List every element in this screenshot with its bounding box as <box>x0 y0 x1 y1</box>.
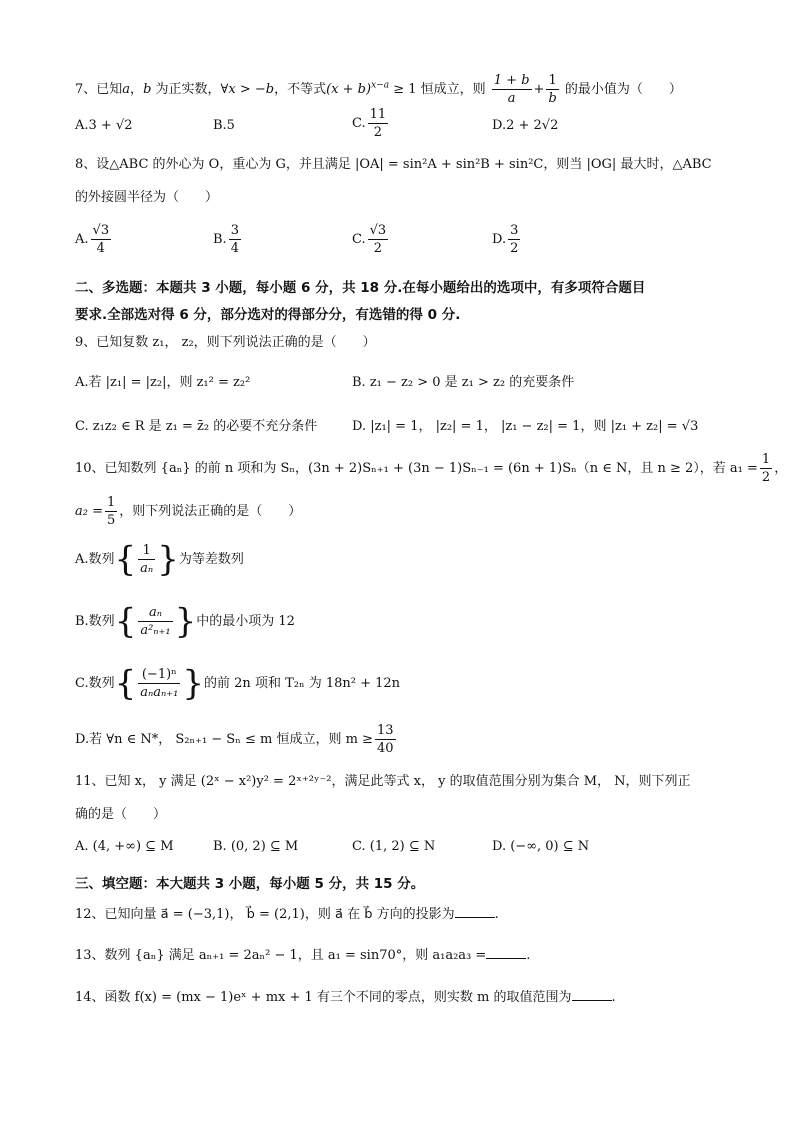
q7-option-d: D.2 + 2√2 <box>492 118 559 133</box>
q7-fraction-2: $\frac{1}{b}$ <box>548 73 557 106</box>
q9-option-c: C. z₁z₂ ∈ R 是 z₁ = z̄₂ 的必要不充分条件 <box>75 419 318 434</box>
q13-answer-blank[interactable] <box>486 946 526 959</box>
question-8-line-1: 8、设△ABC 的外心为 O，重心为 G，并且满足 |OA| = sin²A + sin²B + sin²C，则当 |OG| 最大时，△ABC <box>75 157 712 172</box>
question-11-line-1: 11、已知 x， y 满足 (2ˣ − x²)y² = 2ˣ⁺²ʸ⁻²，满足此等式 x， y 的取值范围分别为集合 M， N，则下列正 <box>75 774 691 789</box>
section-3-heading: 三、填空题：本大题共 3 小题，每小题 5 分，共 15 分。 <box>75 876 425 892</box>
q10-option-d: D.若 ∀n ∈ N*， S₂ₙ₊₁ − Sₙ ≤ m 恒成立，则 m ≥ $\frac{13}{40}$ <box>75 723 394 756</box>
q7-option-c: C. $\frac{11}{2}$ <box>352 107 387 140</box>
question-12: 12、已知向量 a⃗ = (−3,1)， b⃗ = (2,1)，则 a⃗ 在 b⃗ 方向的投影为 . <box>75 907 499 922</box>
q8-option-d: D. $\frac{3}{2}$ <box>492 223 519 256</box>
q8-option-b: B. $\frac{3}{4}$ <box>213 223 239 256</box>
q9-option-d: D. |z₁| = 1， |z₂| = 1， |z₁ − z₂| = 1，则 |z₁ + z₂| = √3 <box>352 419 699 434</box>
section-2-heading-line-1: 二、多选题：本题共 3 小题，每小题 6 分，共 18 分.在每小题给出的选项中，有多项符合题目 <box>75 280 646 296</box>
question-10-line-2: a₂ = $\frac{1}{5}$ ，则下列说法正确的是（ ） <box>75 495 302 528</box>
question-14: 14、函数 f(x) = (mx − 1)eˣ + mx + 1 有三个不同的零点，则实数 m 的取值范围为 . <box>75 990 616 1005</box>
q7-option-b: B.5 <box>213 118 235 133</box>
section-2-heading-line-2: 要求.全部选对得 6 分，部分选对的得部分分，有选错的得 0 分. <box>75 307 461 323</box>
q12-answer-blank[interactable] <box>455 905 495 918</box>
q10-option-a: A.数列{ $\frac{1}{\text{aₙ}}$ }为等差数列 <box>75 539 244 580</box>
q9-option-a: A.若 |z₁| = |z₂|，则 z₁² = z₂² <box>75 375 251 390</box>
q7-fraction-1: $\frac{1 + b}{a}$ <box>493 73 530 106</box>
q10-option-c: C.数列{ $\frac{\text{(−1)ⁿ}}{\text{aₙaₙ₊₁}}$ }的前 2n 项和 T₂ₙ 为 18n² + 12n <box>75 663 401 704</box>
q8-option-c: C. $\frac{√3}{2}$ <box>352 223 387 256</box>
question-7-stem: 7、已知a，b 为正实数，∀x > −b，不等式$(x + b)^{x-a} \ge 1$ 恒成立，则 $\frac{1 + b}{a}$ + $\frac{1}{b}$ 的最小值为（ ） <box>75 73 682 106</box>
q10-option-b: B.数列{ $\frac{\text{aₙ}}{\text{a²ₙ₊₁}}$ }中的最小项为 12 <box>75 601 295 642</box>
question-11-line-2: 确的是（ ） <box>75 807 167 822</box>
q11-option-a: A. (4, +∞) ⊆ M <box>75 839 174 854</box>
question-9-stem: 9、已知复数 z₁， z₂，则下列说法正确的是（ ） <box>75 335 376 350</box>
q11-option-b: B. (0, 2) ⊆ M <box>213 839 299 854</box>
question-10-line-1: 10、已知数列 {aₙ} 的前 n 项和为 Sₙ，(3n + 2)Sₙ₊₁ + (3n − 1)Sₙ₋₁ = (6n + 1)Sₙ（n ∈ N，且 n ≥ 2），若 a₁ = $\frac{1}{2}$ ， <box>75 452 788 485</box>
q11-option-d: D. (−∞, 0) ⊆ N <box>492 839 590 854</box>
q7-option-a: A.3 + √2 <box>75 118 133 133</box>
question-8-line-2: 的外接圆半径为（ ） <box>75 190 219 205</box>
q11-option-c: C. (1, 2) ⊆ N <box>352 839 436 854</box>
q14-answer-blank[interactable] <box>572 988 612 1001</box>
q9-option-b: B. z₁ − z₂ > 0 是 z₁ > z₂ 的充要条件 <box>352 375 575 390</box>
question-13: 13、数列 {aₙ} 满足 aₙ₊₁ = 2aₙ² − 1，且 a₁ = sin70°，则 a₁a₂a₃ = . <box>75 948 531 963</box>
q8-option-a: A. $\frac{√3}{4}$ <box>75 223 110 256</box>
